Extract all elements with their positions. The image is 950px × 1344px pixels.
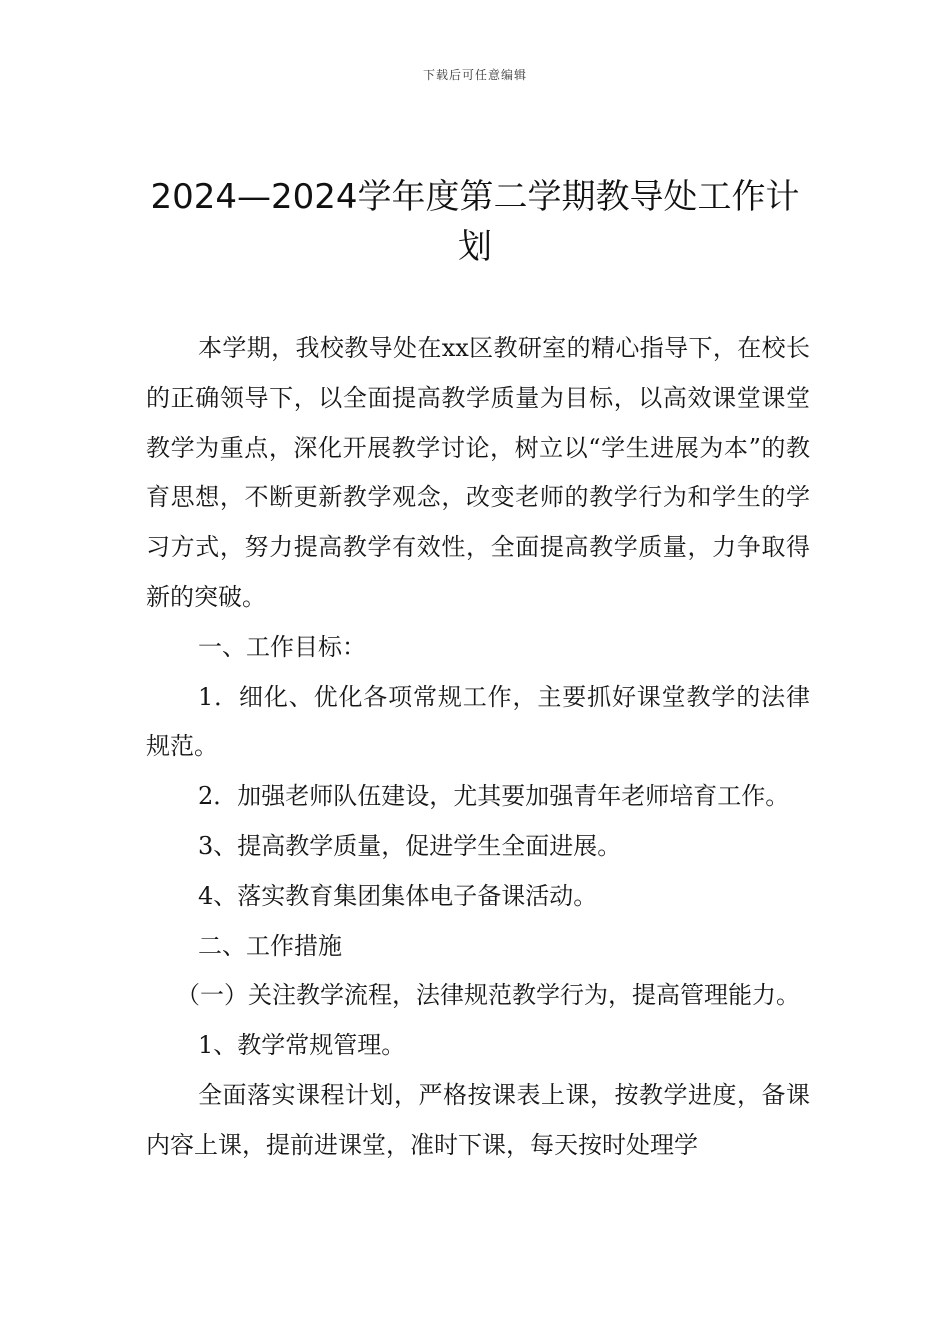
measure-heading-1: （一）关注教学流程，法律规范教学行为，提高管理能力。 xyxy=(176,981,800,1010)
subsection-heading-routine: 1、教学常规管理。 xyxy=(198,1031,406,1060)
goal-item-4: 4、落实教育集团集体电子备课活动。 xyxy=(198,881,598,910)
section-heading-measures: 二、工作措施 xyxy=(198,931,342,960)
routine-paragraph: 全面落实课程计划，严格按课表上课，按教学进度，备课内容上课，提前进课堂，准时下课，每天按时处理学 xyxy=(146,1080,810,1159)
goal-item-3: 3、提高教学质量，促进学生全面进展。 xyxy=(198,831,622,860)
goal-item-2: 2．加强老师队伍建设，尤其要加强青年老师培育工作。 xyxy=(198,782,790,811)
intro-paragraph: 本学期，我校教导处在xx区教研室的精心指导下，在校长的正确领导下，以全面提高教学质量为目标，以高效课堂课堂教学为重点，深化开展教学讨论，树立以“学生进展为本”的教育思想，不断更新教学观念，改变老师的教学行为和学生的学习方式，努力提高教学有效性，全面提高教学质量，力争取得新的突破。 xyxy=(146,334,810,611)
header-note: 下载后可任意编辑 xyxy=(422,68,527,82)
document-body xyxy=(146,324,810,1171)
document-title: 2024—2024学年度第二学期教导处工作计划 xyxy=(150,177,800,267)
goal-item-1: 1．细化、优化各项常规工作，主要抓好课堂教学的法律规范。 xyxy=(146,682,810,761)
section-heading-goals: 一、工作目标： xyxy=(198,632,366,661)
